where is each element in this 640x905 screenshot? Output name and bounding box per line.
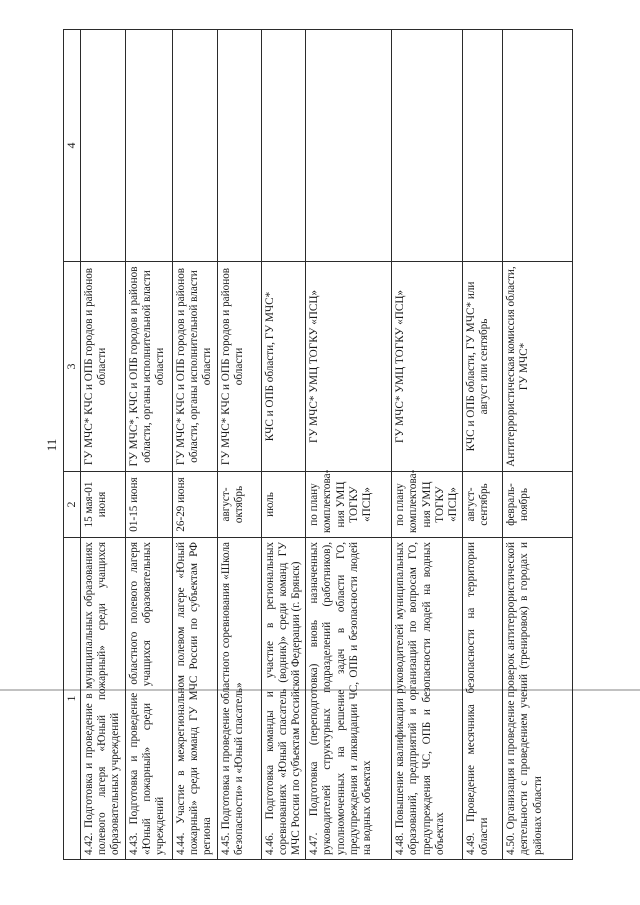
responsible-cell: ГУ МЧС* УМЦ ТОГКУ «ПСЦ» <box>306 262 392 472</box>
page-number: 11 <box>44 438 59 452</box>
activity-cell: 4.46. Подготовка команды и участие в региональных соревнованиях «Юный спасатель (водник)» среди команд ГУ МЧС России по субъектам Российской Федерации (г. Брянск) <box>261 538 306 860</box>
timing-cell: 15 мая-01 июня <box>81 472 126 538</box>
timing-cell: август-сентябрь <box>463 472 503 538</box>
table-row <box>173 30 218 860</box>
responsible-cell: ГУ МЧС*, КЧС и ОПБ городов и районов области, органы исполнительной власти области <box>126 262 173 472</box>
note-cell <box>261 30 306 262</box>
note-cell <box>463 30 503 262</box>
note-cell <box>392 30 463 262</box>
note-cell <box>173 30 218 262</box>
responsible-cell: КЧС и ОПБ области, ГУ МЧС* или август или сентябрь <box>463 262 503 472</box>
column-number: 2 <box>64 472 81 538</box>
activity-cell: 4.42. Подготовка и проведение в муниципальных образованиях полевого лагеря «Юный пожарный» среди учащихся образовательных учреждений <box>81 538 126 860</box>
responsible-cell: Антитеррористическая комиссия области, ГУ МЧС* <box>503 262 573 472</box>
activity-cell: 4.43. Подготовка и проведение областного полевого лагеря «Юный пожарный» среди учащихся образовательных учреждений <box>126 538 173 860</box>
timing-cell: 26-29 июня <box>173 472 218 538</box>
note-cell <box>503 30 573 262</box>
column-number: 3 <box>64 262 81 472</box>
table-row <box>306 30 392 860</box>
activity-cell: 4.45. Подготовка и проведение областного соревнования «Школа безопасности» и «Юный спасатель» <box>217 538 261 860</box>
column-number: 4 <box>64 30 81 262</box>
responsible-cell: КЧС и ОПБ области, ГУ МЧС* <box>261 262 306 472</box>
rotated-page <box>45 30 585 860</box>
activity-cell: 4.47. Подготовка (переподготовка) вновь назначенных руководителей структурных подразделений (работников), уполномоченных на решение задач в области ГО, предупреждения и ликвидации ЧС, ОПБ и безопасности людей на водных объектах <box>306 538 392 860</box>
table-row <box>463 30 503 860</box>
activity-cell: 4.49. Проведение месячника безопасности на территории области <box>463 538 503 860</box>
timing-cell: по плану комплектова-ния УМЦ ТОГКУ «ПСЦ» <box>306 472 392 538</box>
table-row <box>261 30 306 860</box>
timing-cell: 01-15 июня <box>126 472 173 538</box>
note-cell <box>126 30 173 262</box>
note-cell <box>217 30 261 262</box>
timing-cell: июль <box>261 472 306 538</box>
responsible-cell: ГУ МЧС* УМЦ ТОГКУ «ПСЦ» <box>392 262 463 472</box>
responsible-cell: ГУ МЧС* КЧС и ОПБ городов и районов области, органы исполнительной власти области <box>173 262 218 472</box>
timing-cell: август-октябрь <box>217 472 261 538</box>
table-header-row <box>64 30 81 860</box>
table-row <box>81 30 126 860</box>
table-row <box>392 30 463 860</box>
rotated-content <box>45 30 585 860</box>
schedule-table <box>63 29 573 860</box>
activity-cell: 4.44. Участие в межрегиональном полевом лагере «Юный пожарный» среди команд ГУ МЧС России по субъектам РФ региона <box>173 538 218 860</box>
responsible-cell: ГУ МЧС* КЧС и ОПБ городов и районов области <box>217 262 261 472</box>
table-row <box>503 30 573 860</box>
table-row <box>217 30 261 860</box>
timing-cell: февраль-ноябрь <box>503 472 573 538</box>
activity-cell: 4.48. Повышение квалификации руководителей муниципальных образований, предприятий и организаций по вопросам ГО, предупреждения ЧС, ОПБ и безопасности людей на водных объектах <box>392 538 463 860</box>
note-cell <box>81 30 126 262</box>
note-cell <box>306 30 392 262</box>
responsible-cell: ГУ МЧС* КЧС и ОПБ городов и районов области <box>81 262 126 472</box>
column-number: 1 <box>64 538 81 860</box>
timing-cell: по плану комплектова-ния УМЦ ТОГКУ «ПСЦ» <box>392 472 463 538</box>
table-row <box>126 30 173 860</box>
activity-cell: 4.50. Организация и проведение проверок антитеррористической деятельности с проведением учений (тренировок) в городах и районах области <box>503 538 573 860</box>
